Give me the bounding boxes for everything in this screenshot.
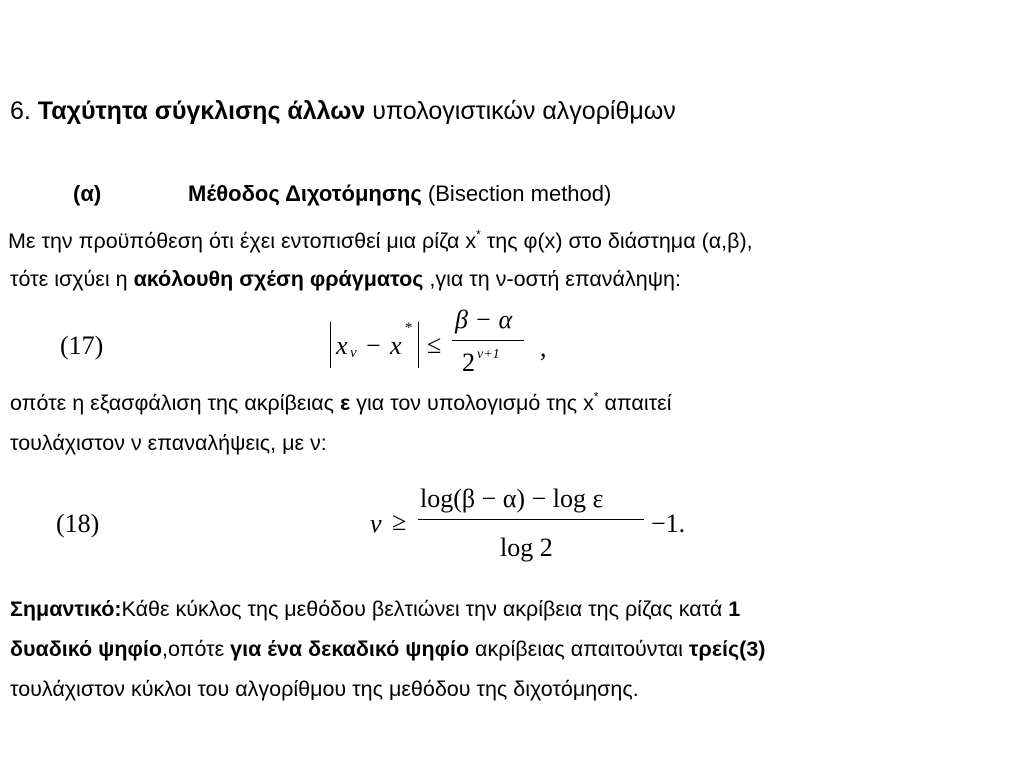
eq17-den-exp: ν+1 <box>477 347 500 362</box>
text: οπότε η εξασφάλιση της ακρίβειας <box>10 391 341 415</box>
eq18-relation: ≥ <box>392 507 407 536</box>
paragraph-1-line-1 <box>8 228 753 254</box>
paragraph-2-line-1 <box>10 390 672 416</box>
superscript: * <box>476 227 481 242</box>
var-x: x <box>336 331 348 360</box>
eq17-numerator: β − α <box>455 305 513 334</box>
bold-text: ε <box>340 391 351 415</box>
note-line-3: τουλάχιστον κύκλοι του αλγορίθμου της μεθόδου της διχοτόμησης. <box>10 677 639 701</box>
eq17-relation: ≤ <box>427 330 442 359</box>
bold-text: για ένα δεκαδικό ψηφίο <box>230 637 470 661</box>
eq17-sub <box>350 345 357 362</box>
text: ακρίβειας απαιτούνται <box>469 637 689 661</box>
eq17-den-base: 2 <box>462 348 475 377</box>
text: για τον υπολογισμό της x <box>350 391 594 415</box>
eq18-lhs: ν <box>370 509 382 538</box>
eq17-fraction-bar <box>452 340 524 341</box>
eq18-fraction-bar <box>418 519 644 520</box>
title-number: 6. <box>10 97 38 125</box>
abs-bar-right <box>418 322 419 368</box>
text: ,για τη ν-οστή επανάληψη: <box>423 267 681 291</box>
text: απαιτεί <box>598 391 672 415</box>
var-x: x <box>390 331 402 360</box>
var-nu: ν <box>350 345 357 361</box>
paragraph-1-line-2 <box>10 266 681 292</box>
note-label: Σημαντικό: <box>10 597 122 621</box>
bold-text: ακόλουθη σχέση φράγματος <box>133 267 424 291</box>
bold-text: τρείς(3) <box>688 637 766 661</box>
eq18-denominator: log 2 <box>500 533 553 562</box>
bold-text: 1 <box>728 597 741 621</box>
abs-bar-left <box>330 322 331 368</box>
eq17-x <box>336 331 348 361</box>
text: ,οπότε <box>161 637 231 661</box>
section-title-bold: Μέθοδος Διχοτόμησης <box>188 181 422 206</box>
text: Με την προϋπόθεση ότι έχει εντοπισθεί μια ρίζα x <box>8 229 477 253</box>
text: της φ(x) στο διάστημα (α,β), <box>480 229 753 253</box>
eq18-numerator: log(β − α) − log ε <box>420 484 604 513</box>
eq17-comma: , <box>540 333 547 362</box>
title-rest: υπολογιστικών αλγορίθμων <box>365 97 676 125</box>
text: Κάθε κύκλος της μεθόδου βελτιώνει την ακρίβεια της ρίζας κατά <box>121 597 729 621</box>
page-title <box>10 96 676 126</box>
note-line-1 <box>10 596 740 622</box>
superscript: * <box>593 389 599 404</box>
bold-text: δυαδικό ψηφίο <box>10 637 162 661</box>
section-label: (α) <box>73 181 102 206</box>
eq17-star: * <box>405 320 413 336</box>
eq17-minus: − <box>366 331 381 360</box>
text: τότε ισχύει η <box>10 267 134 291</box>
equation-17-number: (17) <box>60 331 104 360</box>
title-bold: Ταχύτητα σύγκλισης άλλων <box>37 97 366 125</box>
equation-18-number: (18) <box>56 509 100 538</box>
paragraph-2-line-2: τουλάχιστον ν επαναλήψεις, με ν: <box>10 431 327 455</box>
section-title-rest: (Bisection method) <box>421 181 612 206</box>
section-title <box>188 181 611 207</box>
eq18-tail: −1. <box>651 509 686 538</box>
eq17-xstar <box>390 331 402 361</box>
note-line-2 <box>10 636 765 662</box>
